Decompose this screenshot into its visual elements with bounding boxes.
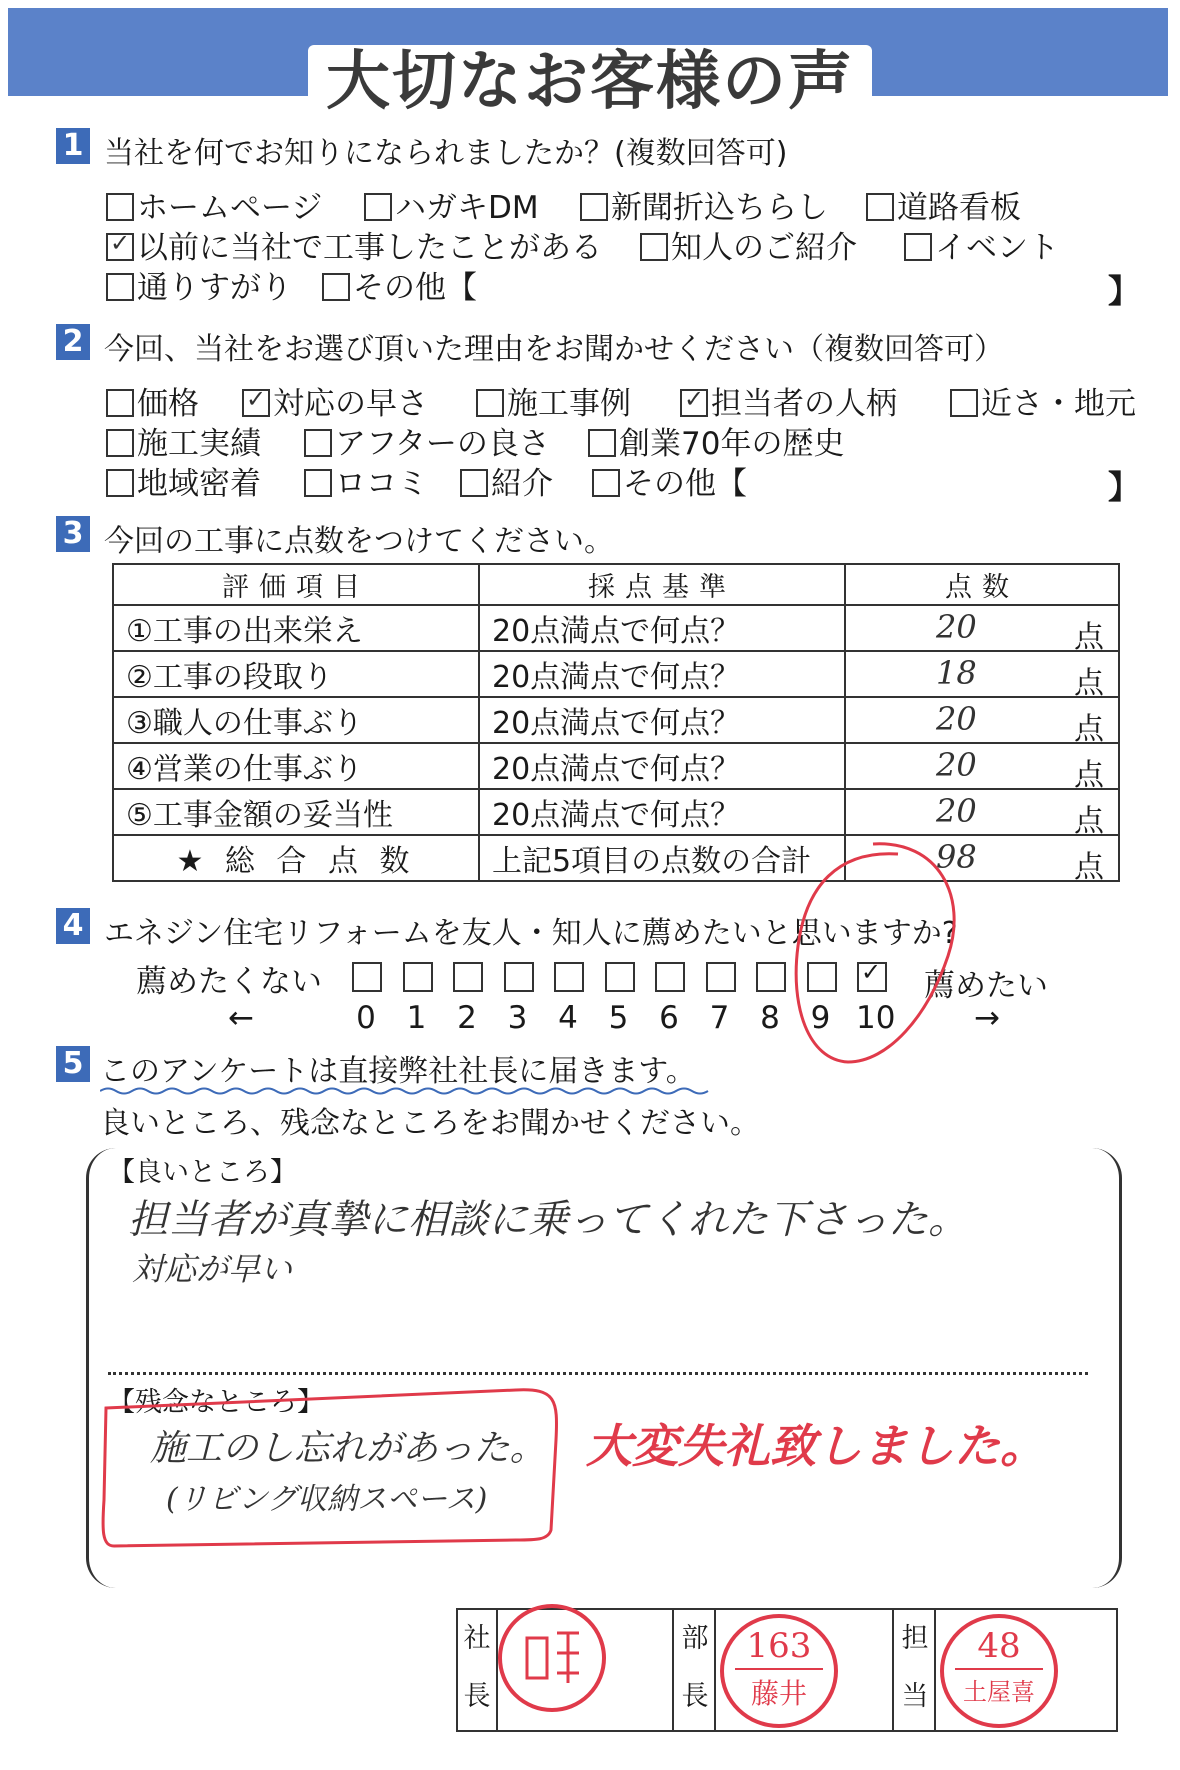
checkbox[interactable] xyxy=(680,389,708,417)
scale-label: 10 xyxy=(856,1000,896,1036)
option-label: 近さ・地元 xyxy=(981,386,1136,422)
check-icon: ✓ xyxy=(861,958,882,986)
checkbox[interactable] xyxy=(588,429,616,457)
reason-option[interactable] xyxy=(592,458,747,503)
question-text: 当社を何でお知りになられましたか？(複数回答可) xyxy=(104,136,788,171)
reason-option[interactable] xyxy=(588,418,844,463)
score-unit: 点 xyxy=(1074,620,1104,655)
scale-left-label: 薦めたくない xyxy=(136,964,322,1000)
checkbox[interactable] xyxy=(242,389,270,417)
reason-option[interactable] xyxy=(304,458,428,503)
staff-seal-name: 土屋喜 xyxy=(963,1678,1035,1706)
option-label: ホームページ xyxy=(137,190,323,226)
criteria-cell: 20点満点で何点？ xyxy=(479,605,845,651)
scale-label: 7 xyxy=(709,1000,730,1036)
option-label: 知人のご紹介 xyxy=(671,230,857,266)
option-label: 以前に当社で工事したことがある xyxy=(137,230,602,266)
left-arrow: ← xyxy=(228,1000,254,1036)
divider xyxy=(672,1610,674,1730)
checkbox[interactable] xyxy=(580,193,608,221)
staff-seal-number: 48 xyxy=(977,1626,1021,1666)
reason-option[interactable] xyxy=(950,378,1136,423)
reason-option[interactable] xyxy=(242,378,428,423)
score-value: 20 xyxy=(936,700,977,738)
checkbox[interactable] xyxy=(866,193,894,221)
good-comment: 担当者が真摯に相談に乗ってくれた下さった。 xyxy=(128,1197,968,1243)
scale-label: 3 xyxy=(507,1000,528,1036)
table-row xyxy=(113,789,1119,835)
reason-option[interactable] xyxy=(304,418,550,463)
checkbox[interactable] xyxy=(106,233,134,261)
reason-option[interactable] xyxy=(680,378,897,423)
score-value: 20 xyxy=(936,608,977,646)
score-unit: 点 xyxy=(1074,666,1104,701)
option-label: イベント xyxy=(935,230,1059,266)
source-option[interactable] xyxy=(364,182,539,227)
source-option[interactable] xyxy=(640,222,857,267)
option-label: 施工事例 xyxy=(507,386,631,422)
option-label: 通りすがり xyxy=(137,270,292,306)
checkbox[interactable] xyxy=(106,389,134,417)
source-option[interactable] xyxy=(106,262,292,307)
question-text: 今回、当社をお選び頂いた理由をお聞かせください（複数回答可） xyxy=(104,332,1004,367)
checkbox[interactable] xyxy=(304,469,332,497)
page-title: 大切なお客様の声 xyxy=(0,30,1180,122)
divider xyxy=(892,1610,894,1730)
score-cell[interactable] xyxy=(845,789,1119,839)
bad-comment: (リビング収納スペース) xyxy=(166,1482,488,1517)
staff-label: 担 xyxy=(901,1623,929,1654)
table-header-row xyxy=(113,564,1119,605)
evaluation-item: ★ 総 合 点 数 xyxy=(113,835,479,881)
scale-label: 1 xyxy=(406,1000,427,1036)
scale-checkbox[interactable] xyxy=(554,962,584,992)
table-header: 点数 xyxy=(845,564,1119,605)
option-label: 地域密着 xyxy=(137,466,261,502)
evaluation-item: ①工事の出来栄え xyxy=(113,605,479,651)
checkbox[interactable] xyxy=(304,429,332,457)
reply-comment: 大変失礼致しました。 xyxy=(586,1419,1046,1473)
staff-label: 当 xyxy=(901,1681,929,1712)
checkbox[interactable] xyxy=(106,273,134,301)
checkbox[interactable] xyxy=(322,273,350,301)
option-label: 創業70年の歴史 xyxy=(619,426,845,462)
bad-comment: 施工のし忘れがあった。 xyxy=(150,1428,546,1469)
scale-label: 6 xyxy=(659,1000,679,1036)
score-unit: 点 xyxy=(1074,850,1104,885)
divider xyxy=(934,1610,936,1730)
option-label: その他【 xyxy=(623,466,747,502)
table-header: 評価項目 xyxy=(113,564,479,605)
wavy-underline xyxy=(100,1086,720,1096)
divider xyxy=(714,1610,716,1730)
option-label: アフターの良さ xyxy=(335,426,550,462)
scale-label: 5 xyxy=(608,1000,629,1036)
evaluation-item: ④営業の仕事ぶり xyxy=(113,743,479,789)
question-text: 今回の工事に点数をつけてください。 xyxy=(104,524,614,559)
source-option[interactable] xyxy=(904,222,1059,267)
scale-checkbox[interactable] xyxy=(453,962,483,992)
score-value: 20 xyxy=(936,792,977,830)
close-bracket: 】 xyxy=(1108,468,1141,506)
question-number: 5 xyxy=(56,1046,90,1082)
divider xyxy=(496,1610,498,1730)
score-unit: 点 xyxy=(1074,758,1104,793)
instruction-text: 良いところ、残念なところをお聞かせください。 xyxy=(100,1106,760,1141)
scale-label: 4 xyxy=(558,1000,578,1036)
source-option[interactable] xyxy=(580,182,828,227)
manager-seal-name: 藤井 xyxy=(750,1677,807,1710)
score-value: 98 xyxy=(936,838,977,876)
scale-right-label: 薦めたい xyxy=(924,968,1048,1004)
table-row xyxy=(113,651,1119,697)
score-cell[interactable] xyxy=(845,605,1119,655)
score-table xyxy=(112,563,1120,885)
score-value: 18 xyxy=(936,654,977,692)
checkbox[interactable] xyxy=(592,469,620,497)
table-header: 採点基準 xyxy=(479,564,845,605)
right-arrow: → xyxy=(974,1000,1000,1036)
scale-checkbox[interactable] xyxy=(352,962,382,992)
checkbox[interactable] xyxy=(640,233,668,261)
reason-option[interactable] xyxy=(106,378,199,423)
good-label: 【良いところ】 xyxy=(108,1157,297,1188)
approval-table xyxy=(456,1608,1118,1732)
question-number: 2 xyxy=(56,324,90,360)
checkbox[interactable] xyxy=(950,389,978,417)
source-option[interactable] xyxy=(106,182,322,227)
question-text: エネジン住宅リフォームを友人・知人に薦めたいと思いますか? xyxy=(104,916,958,951)
criteria-cell: 20点満点で何点？ xyxy=(479,743,845,789)
option-label: ハガキDM xyxy=(395,190,539,226)
checkbox[interactable] xyxy=(364,193,392,221)
score-cell[interactable] xyxy=(845,651,1119,701)
president-seal xyxy=(498,1604,606,1712)
checkbox[interactable] xyxy=(106,429,134,457)
option-label: 新聞折込ちらし xyxy=(611,190,828,226)
option-label: 価格 xyxy=(137,386,199,422)
option-label: 対応の早さ xyxy=(273,386,428,422)
checkbox[interactable] xyxy=(106,193,134,221)
score-unit: 点 xyxy=(1074,712,1104,747)
scale-label: 0 xyxy=(356,1000,376,1036)
good-comment: 対応が早い xyxy=(132,1250,293,1288)
reason-option[interactable] xyxy=(460,458,553,503)
president-label: 社 xyxy=(463,1623,491,1654)
score-cell[interactable] xyxy=(845,697,1119,747)
manager-seal xyxy=(720,1614,838,1728)
option-label: その他【 xyxy=(353,270,477,306)
criteria-cell: 20点満点で何点？ xyxy=(479,651,845,697)
option-label: 道路看板 xyxy=(897,190,1021,226)
question-number: 1 xyxy=(56,128,90,164)
staff-seal xyxy=(940,1614,1058,1728)
table-row xyxy=(113,605,1119,651)
evaluation-item: ③職人の仕事ぶり xyxy=(113,697,479,743)
option-label: ロコミ xyxy=(335,466,428,502)
checkbox[interactable] xyxy=(460,469,488,497)
question-number: 3 xyxy=(56,516,90,552)
reason-option[interactable] xyxy=(106,418,261,463)
president-label: 長 xyxy=(463,1681,491,1712)
manager-seal-number: 163 xyxy=(746,1626,812,1666)
scale-label: 9 xyxy=(810,1000,831,1036)
option-label: 施工実績 xyxy=(137,426,261,462)
source-option[interactable] xyxy=(322,262,477,307)
option-label: 紹介 xyxy=(491,466,553,502)
checkbox[interactable] xyxy=(106,469,134,497)
source-option[interactable] xyxy=(106,222,602,267)
criteria-cell: 上記5項目の点数の合計 xyxy=(479,835,845,881)
manager-label: 部 xyxy=(681,1623,709,1654)
evaluation-item: ⑤工事金額の妥当性 xyxy=(113,789,479,835)
criteria-cell: 20点満点で何点？ xyxy=(479,789,845,835)
question-number: 4 xyxy=(56,908,90,944)
scale-checkbox[interactable] xyxy=(706,962,736,992)
scale-checkbox[interactable] xyxy=(504,962,534,992)
divider xyxy=(108,1372,1088,1375)
evaluation-item: ②工事の段取り xyxy=(113,651,479,697)
checkbox[interactable] xyxy=(904,233,932,261)
scale-label: 2 xyxy=(457,1000,477,1036)
scale-checkbox[interactable] xyxy=(605,962,635,992)
close-bracket: 】 xyxy=(1108,272,1141,310)
score-cell[interactable] xyxy=(845,743,1119,793)
scale-checkbox[interactable] xyxy=(403,962,433,992)
option-label: 担当者の人柄 xyxy=(711,386,897,422)
recommend-circle xyxy=(778,836,974,1072)
notice-text: このアンケートは直接弊社社長に届きます。 xyxy=(100,1054,696,1089)
score-value: 20 xyxy=(936,746,977,784)
manager-label: 長 xyxy=(681,1681,709,1712)
source-option[interactable] xyxy=(866,182,1021,227)
scale-label: 8 xyxy=(760,1000,780,1036)
bad-label: 【残念なところ】 xyxy=(108,1387,324,1418)
score-unit: 点 xyxy=(1074,804,1104,839)
criteria-cell: 20点満点で何点？ xyxy=(479,697,845,743)
reason-option[interactable] xyxy=(106,458,261,503)
reason-option[interactable] xyxy=(476,378,631,423)
table-row xyxy=(113,697,1119,743)
table-row xyxy=(113,743,1119,789)
scale-checkbox[interactable] xyxy=(655,962,685,992)
checkbox[interactable] xyxy=(476,389,504,417)
